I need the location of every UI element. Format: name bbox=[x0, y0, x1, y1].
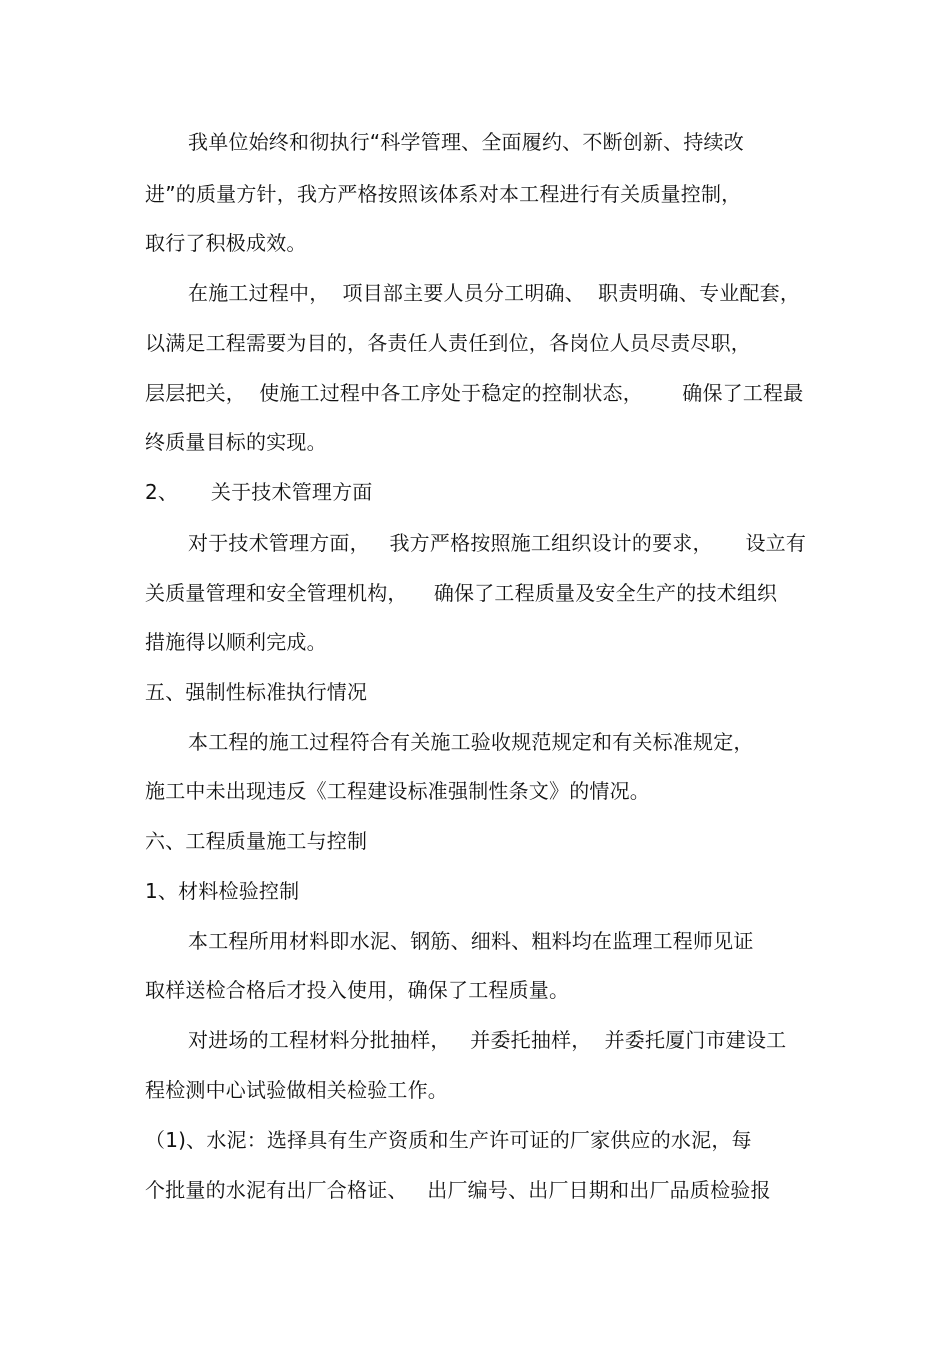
paragraph-6-line-1: 对进场的工程材料分批抽样， 并委托抽样， 并委托厦门市建设工 bbox=[188, 1028, 787, 1052]
section-heading-mandatory-standards: 五、强制性标准执行情况 bbox=[145, 680, 368, 704]
paragraph-4-line-1: 本工程的施工过程符合有关施工验收规范规定和有关标准规定， bbox=[188, 730, 754, 754]
paragraph-1-line-1: 我单位始终和彻执行“科学管理、全面履约、不断创新、持续改 bbox=[188, 130, 744, 154]
paragraph-5-line-1: 本工程所用材料即水泥、钢筋、细料、粗料均在监理工程师见证 bbox=[188, 929, 754, 953]
paragraph-3-line-1: 对于技术管理方面， 我方严格按照施工组织设计的要求， 设立有 bbox=[188, 531, 807, 555]
paragraph-2-line-4: 终质量目标的实现。 bbox=[145, 430, 327, 454]
section-heading-technical-management: 2、 关于技术管理方面 bbox=[145, 480, 373, 504]
paragraph-7-line-2: 个批量的水泥有出厂合格证、 出厂编号、出厂日期和出厂品质检验报 bbox=[145, 1178, 771, 1202]
paragraph-5-line-2: 取样送检合格后才投入使用，确保了工程质量。 bbox=[145, 978, 570, 1002]
paragraph-2-line-1: 在施工过程中， 项目部主要人员分工明确、 职责明确、专业配套， bbox=[188, 281, 801, 305]
section-heading-quality-control: 六、工程质量施工与控制 bbox=[145, 829, 368, 853]
paragraph-2-line-3: 层层把关， 使施工过程中各工序处于稳定的控制状态， 确保了工程最 bbox=[145, 381, 804, 405]
paragraph-1-line-2: 进”的质量方针，我方严格按照该体系对本工程进行有关质量控制， bbox=[145, 182, 742, 206]
paragraph-2-line-2: 以满足工程需要为目的，各责任人责任到位，各岗位人员尽责尽职， bbox=[145, 331, 751, 355]
paragraph-3-line-3: 措施得以顺利完成。 bbox=[145, 630, 327, 654]
paragraph-1-line-3: 取行了积极成效。 bbox=[145, 231, 307, 255]
subsection-heading-material-inspection: 1、材料检验控制 bbox=[145, 879, 300, 903]
paragraph-7-line-1: （1)、水泥：选择具有生产资质和生产许可证的厂家供应的水泥，每 bbox=[145, 1128, 752, 1152]
paragraph-6-line-2: 程检测中心试验做相关检验工作。 bbox=[145, 1078, 448, 1102]
paragraph-3-line-2: 关质量管理和安全管理机构， 确保了工程质量及安全生产的技术组织 bbox=[145, 581, 778, 605]
paragraph-4-line-2: 施工中未出现违反《工程建设标准强制性条文》的情况。 bbox=[145, 779, 650, 803]
